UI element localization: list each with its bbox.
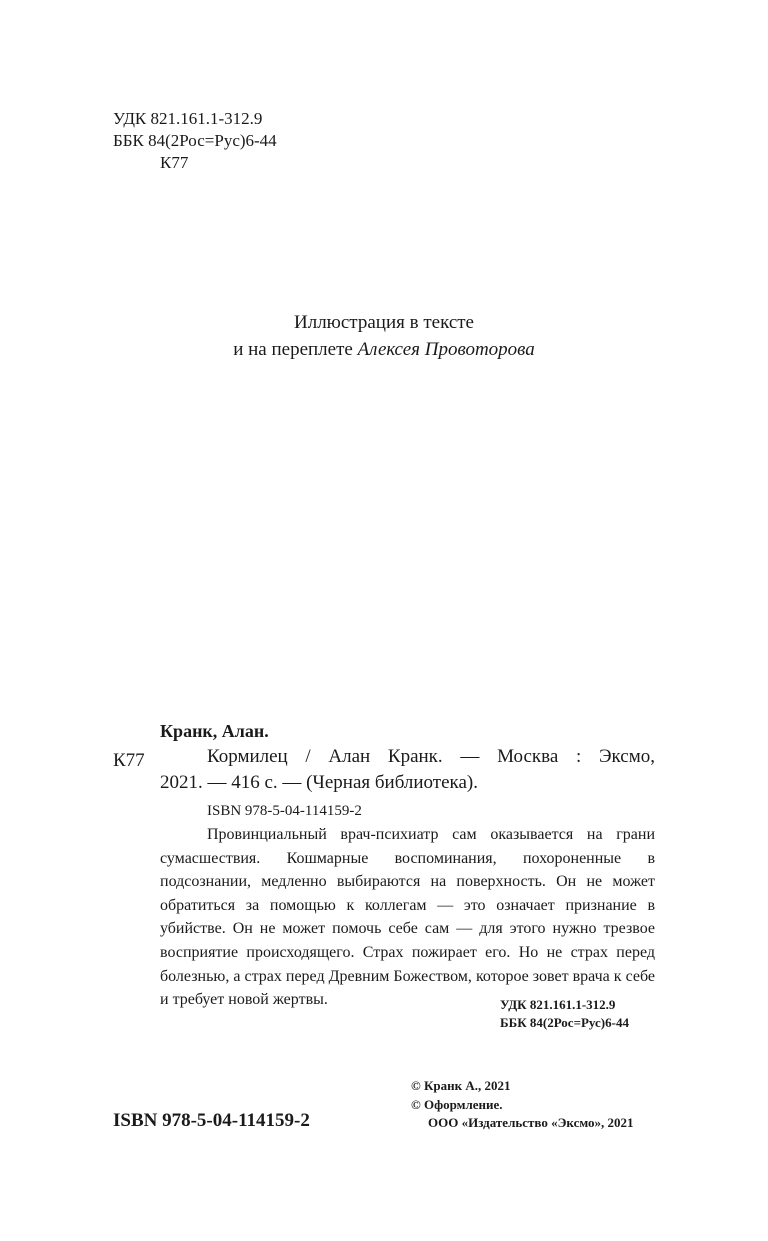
illustration-credit-line1: Иллюстрация в тексте xyxy=(294,312,474,333)
illustrator-name: Алексея Провоторова xyxy=(357,339,535,360)
catalog-author: Кранк, Алан. xyxy=(160,721,269,741)
publisher-copyright: ООО «Издательство «Эксмо», 2021 xyxy=(428,1115,634,1130)
catalog-isbn: ISBN 978-5-04-114159-2 xyxy=(207,803,362,819)
illustration-prefix: и на переплете xyxy=(233,339,358,360)
copyright-author: © Кранк А., 2021 xyxy=(411,1078,511,1093)
illustration-credit-line2 xyxy=(0,337,768,363)
udk-code: УДК 821.161.1-312.9 xyxy=(113,109,263,128)
catalog-title-line1: Кормилец / Алан Кранк. — Москва : Эксмо, xyxy=(207,746,655,767)
annotation-text: Провинциальный врач-психиатр сам оказывается на грани сумасшествия. Кошмарные воспоминания, похороненные в подсознании, медленно выбираются на поверхность. Он не может обратиться за помощью к коллегам — это означает признание в убийстве. Он не может помочь себе сам — для этого нужно трезвое восприятие происходящего. Страх пожирает его. Но не страх перед болезнью, а страх перед Древним Божеством, которое зовет врача к себе и требует новой жертвы. xyxy=(160,826,655,1009)
udk-block-bottom xyxy=(500,996,629,1032)
udk-code-bottom: УДК 821.161.1-312.9 xyxy=(500,997,616,1012)
author-mark-top: К77 xyxy=(160,153,189,172)
isbn-main: ISBN 978-5-04-114159-2 xyxy=(113,1110,310,1131)
bbk-code: ББК 84(2Рос=Рус)6-44 xyxy=(113,131,277,150)
annotation xyxy=(160,823,655,1012)
copyright-design: © Оформление. xyxy=(411,1097,503,1112)
author-mark-side: К77 xyxy=(113,750,145,771)
catalog-title-line2: 2021. — 416 с. — (Черная библиотека). xyxy=(160,772,478,793)
bbk-code-bottom: ББК 84(2Рос=Рус)6-44 xyxy=(500,1015,629,1030)
udk-block-top xyxy=(113,108,277,152)
